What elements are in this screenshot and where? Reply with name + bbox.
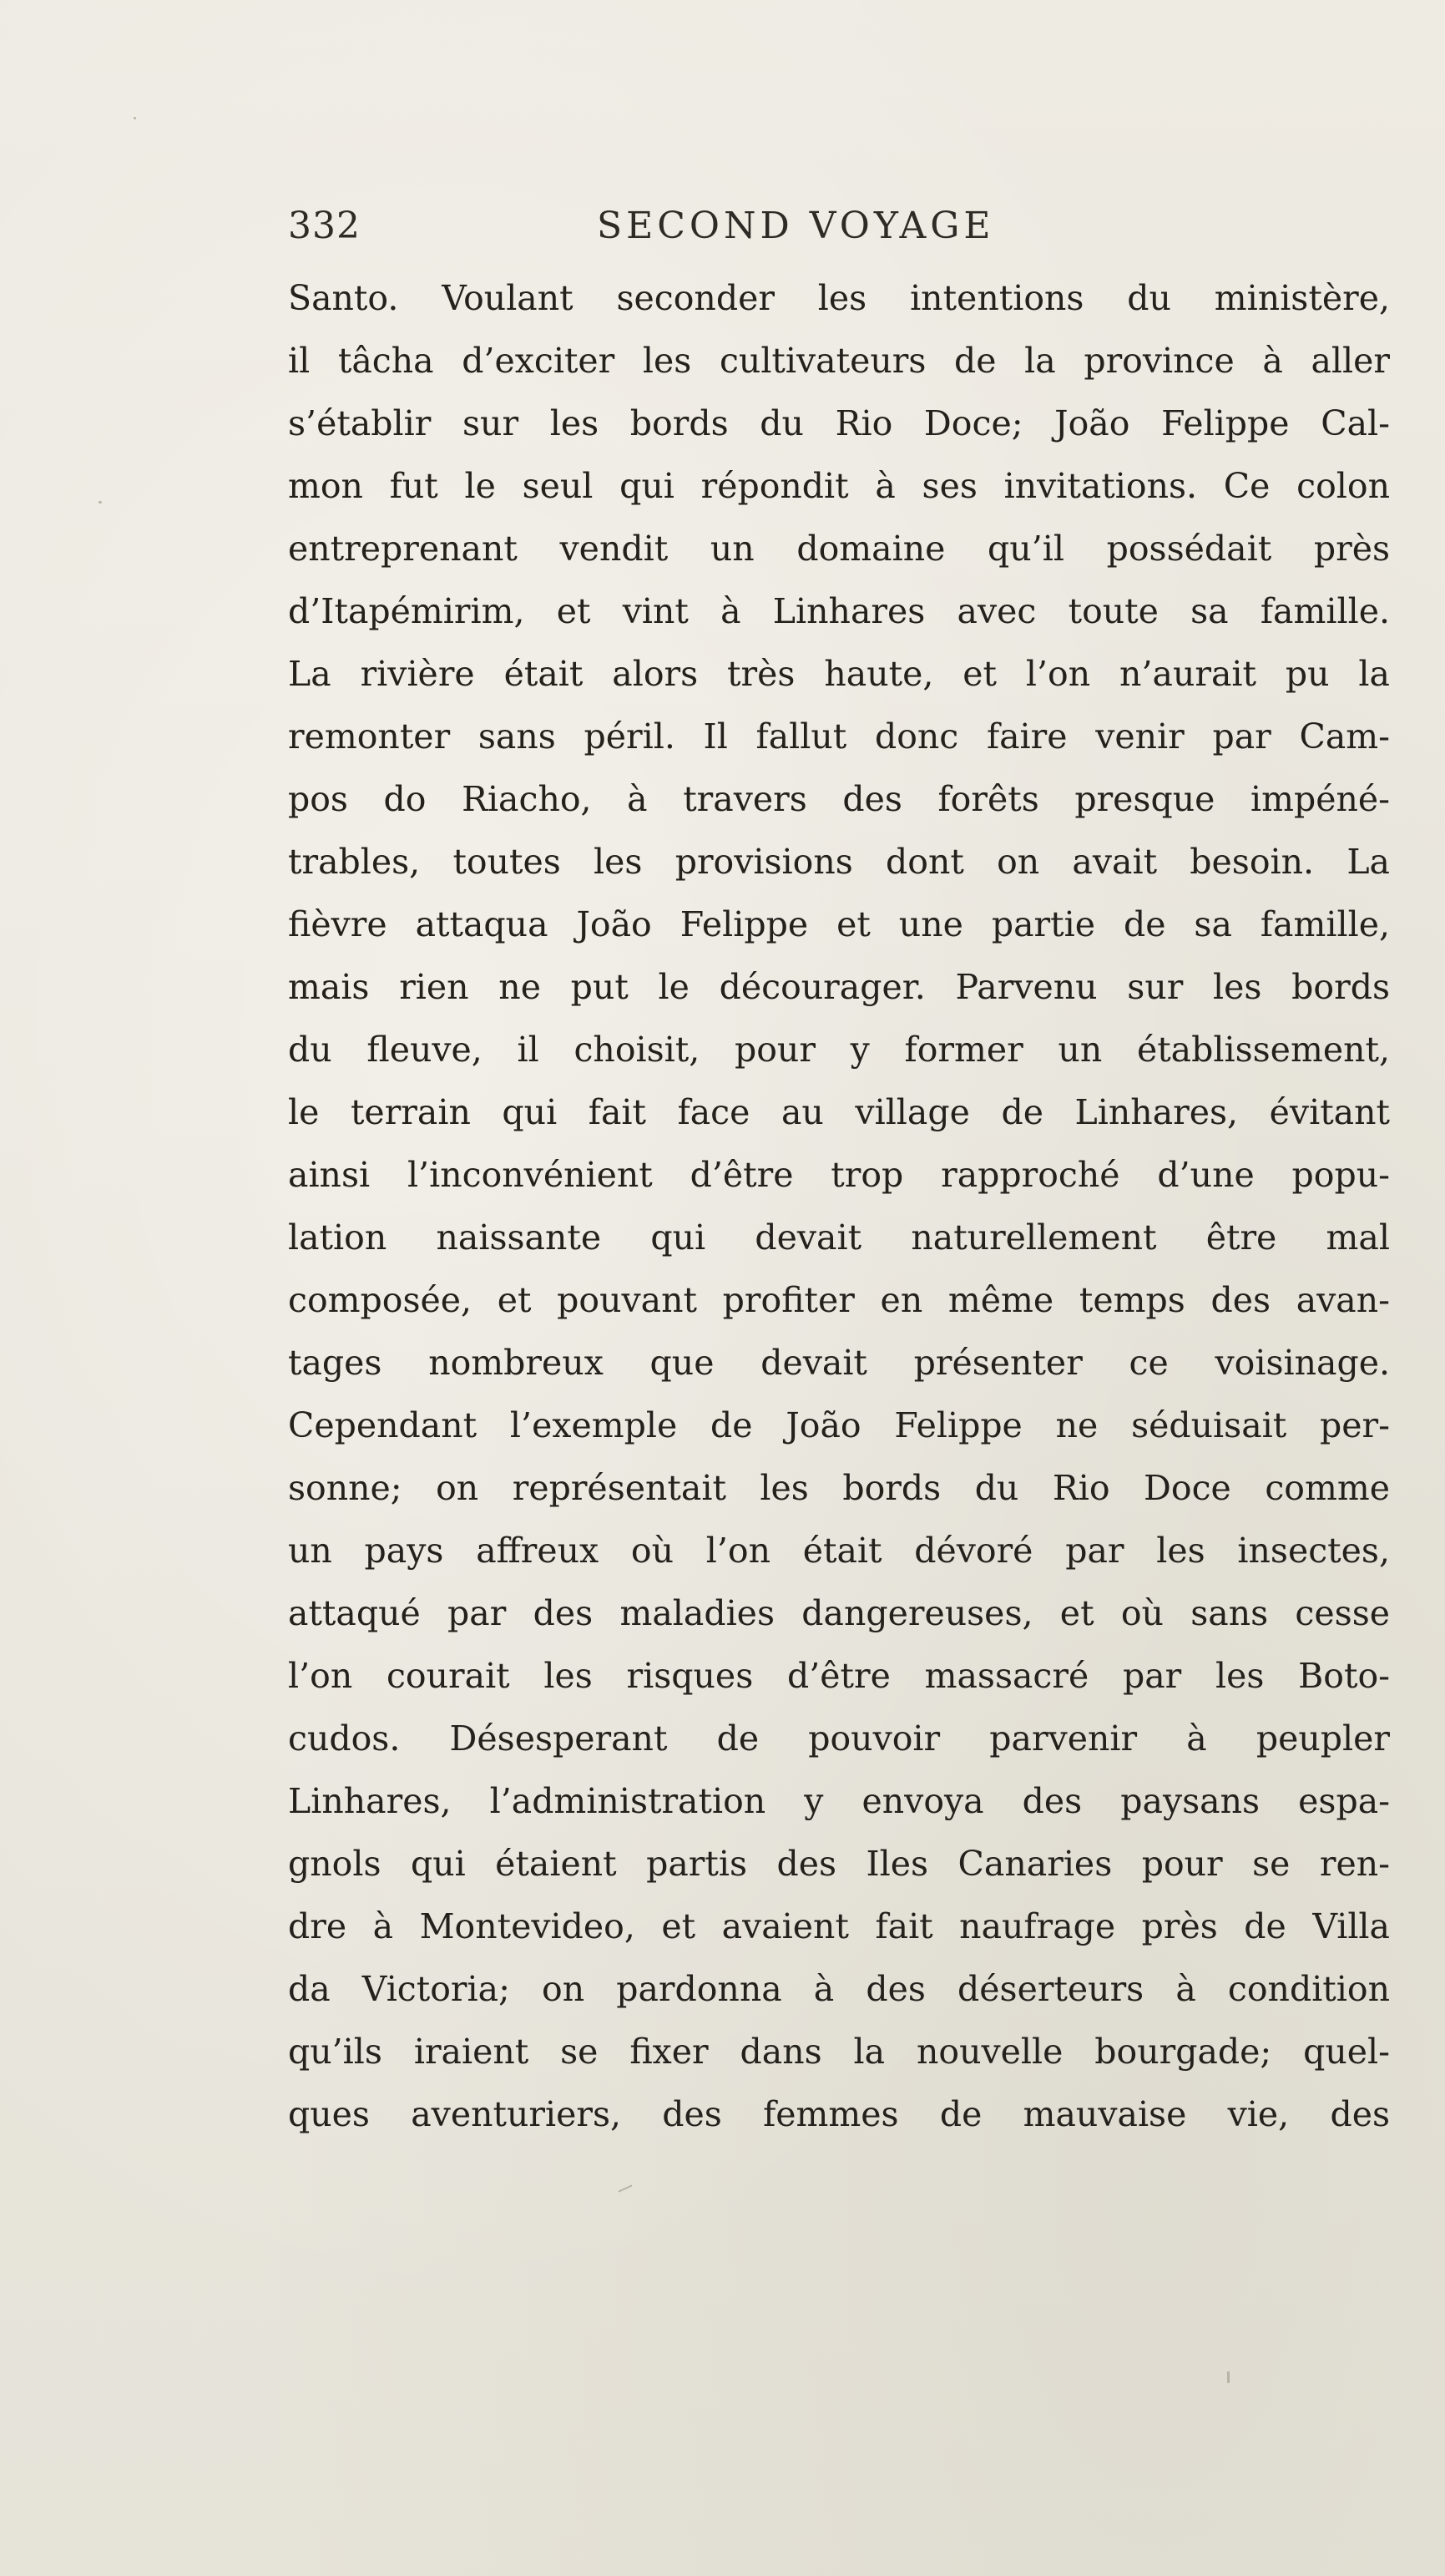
text-line: du fleuve, il choisit, pour y former un établissement,	[288, 1030, 1390, 1070]
text-line: il tâcha d’exciter les cultivateurs de la province à aller	[288, 341, 1390, 381]
text-line: pos do Riacho, à travers des forêts presque impéné-	[288, 779, 1390, 819]
text-line: sonne; on représentait les bords du Rio Doce comme	[288, 1468, 1390, 1508]
text-line: l’on courait les risques d’être massacré par les Boto-	[288, 1656, 1390, 1696]
text-line: ques aventuriers, des femmes de mauvaise vie, des	[288, 2094, 1390, 2134]
text-line: da Victoria; on pardonna à des déserteurs à condition	[288, 1969, 1390, 2009]
text-line: Cependant l’exemple de João Felippe ne séduisait per-	[288, 1405, 1390, 1445]
text-line: La rivière était alors très haute, et l’on n’aurait pu la	[288, 654, 1390, 694]
paper-speck	[99, 501, 102, 504]
page-number: 332	[288, 205, 361, 247]
text-line: tages nombreux que devait présenter ce voisinage.	[288, 1343, 1390, 1383]
text-line: cudos. Désesperant de pouvoir parvenir à peupler	[288, 1718, 1390, 1759]
text-line: Santo. Voulant seconder les intentions du ministère,	[288, 278, 1390, 318]
paper-speck	[134, 117, 136, 119]
text-line: qu’ils iraient se fixer dans la nouvelle bourgade; quel-	[288, 2032, 1390, 2072]
text-line: composée, et pouvant profiter en même temps des avan-	[288, 1280, 1390, 1320]
text-line: un pays affreux où l’on était dévoré par les insectes,	[288, 1531, 1390, 1571]
text-line: le terrain qui fait face au village de Linhares, évitant	[288, 1092, 1390, 1132]
text-line: attaqué par des maladies dangereuses, et où sans cesse	[288, 1593, 1390, 1633]
text-line: mais rien ne put le décourager. Parvenu sur les bords	[288, 967, 1390, 1007]
text-line: dre à Montevideo, et avaient fait naufrage près de Villa	[288, 1906, 1390, 1946]
text-line: d’Itapémirim, et vint à Linhares avec toute sa famille.	[288, 591, 1390, 631]
text-line: mon fut le seul qui répondit à ses invitations. Ce colon	[288, 466, 1390, 506]
text-line: Linhares, l’administration y envoya des paysans espa-	[288, 1781, 1390, 1821]
text-line: trables, toutes les provisions dont on avait besoin. La	[288, 842, 1390, 882]
paper-speck	[618, 2184, 632, 2192]
running-head: SECOND VOYAGE	[597, 205, 995, 247]
text-line: remonter sans péril. Il fallut donc faire venir par Cam-	[288, 716, 1390, 757]
text-line: ainsi l’inconvénient d’être trop rapproché d’une popu-	[288, 1155, 1390, 1195]
text-line: s’établir sur les bords du Rio Doce; João Felippe Cal-	[288, 403, 1390, 443]
body-text	[288, 267, 1390, 2146]
text-line: gnols qui étaient partis des Iles Canaries pour se ren-	[288, 1844, 1390, 1884]
page-header	[288, 197, 1123, 256]
paper-speck	[1227, 2371, 1230, 2383]
text-line: entreprenant vendit un domaine qu’il possédait près	[288, 529, 1390, 569]
text-line: lation naissante qui devait naturellement être mal	[288, 1217, 1390, 1258]
text-line: fièvre attaqua João Felippe et une partie de sa famille,	[288, 904, 1390, 944]
